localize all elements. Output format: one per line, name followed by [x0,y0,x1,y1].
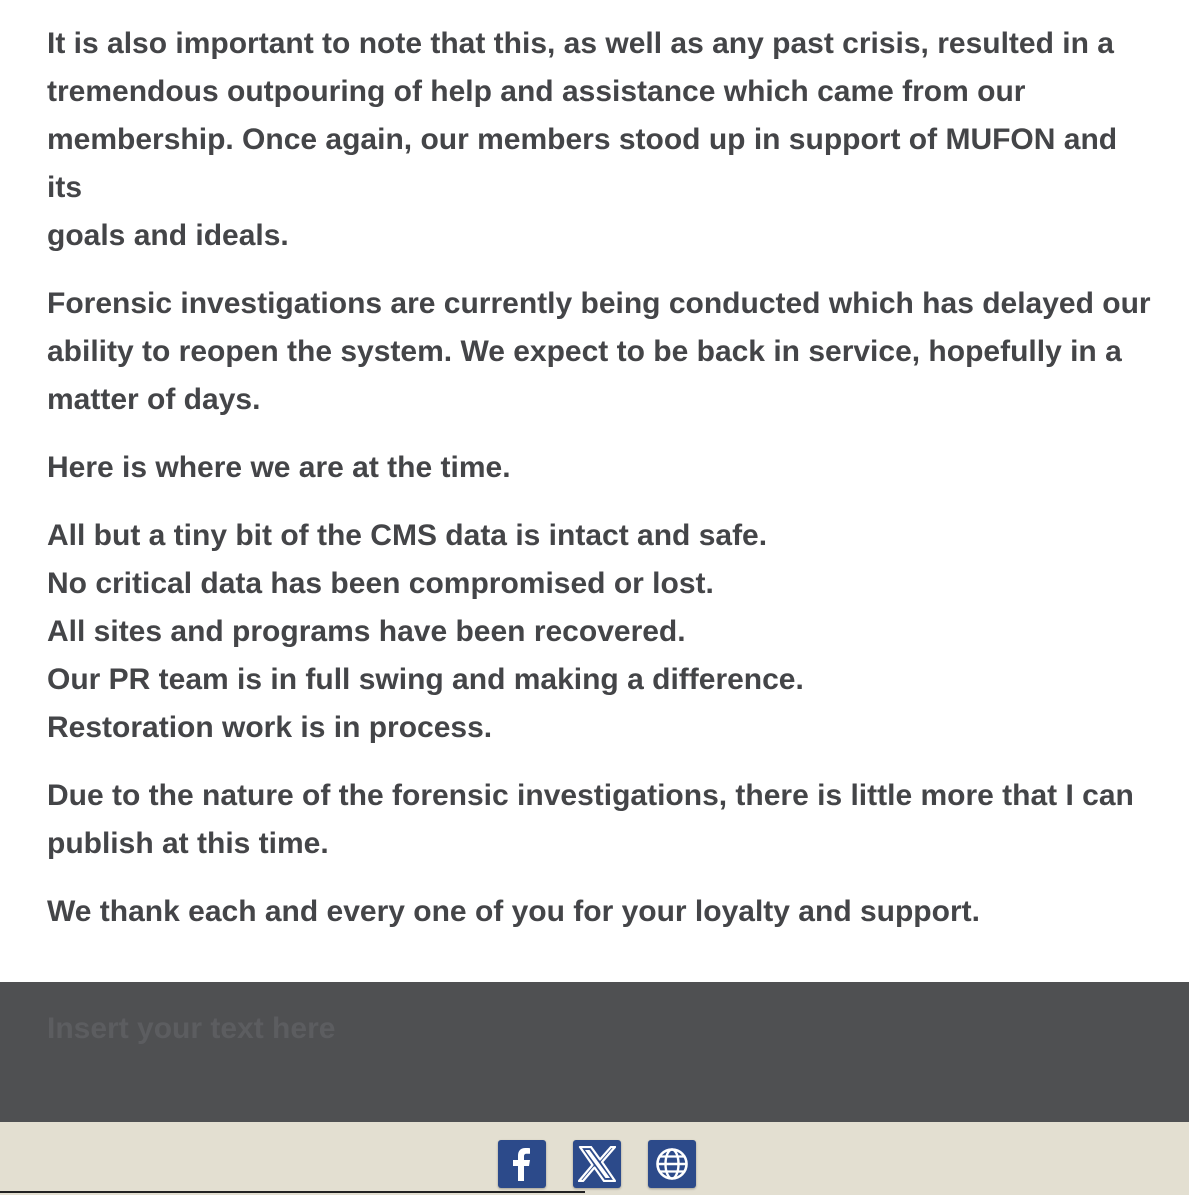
text-line: Here is where we are at the time. [47,451,511,484]
text-line: membership. Once again, our members stood up in support of MUFON and [47,123,1118,156]
text-line: We thank each and every one of you for your loyalty and support. [47,895,980,928]
text-line: It is also important to note that this, as well as any past crisis, resulted in a [47,27,1114,60]
status-item: No critical data has been compromised or lost. [47,567,714,600]
website-link[interactable] [648,1140,696,1188]
paragraph-thanks [47,888,1167,936]
text-line: tremendous outpouring of help and assistance which came from our [47,75,1026,108]
paragraph-publish-limits [47,772,1167,868]
bottom-divider [0,1191,585,1193]
text-line: Forensic investigations are currently being conducted which has delayed our [47,287,1151,320]
article-body [47,20,1167,956]
x-icon [578,1146,616,1182]
x-link[interactable] [573,1140,621,1188]
status-item: All but a tiny bit of the CMS data is intact and safe. [47,519,768,552]
paragraph-crisis-support [47,20,1167,260]
text-line: its [47,171,83,204]
facebook-icon [507,1147,537,1181]
footer-placeholder-text: Insert your text here [47,1012,336,1045]
facebook-link[interactable] [498,1140,546,1188]
social-icons [498,1140,696,1188]
text-line: goals and ideals. [47,219,289,252]
text-line: publish at this time. [47,827,329,860]
social-bar [0,1122,1189,1195]
paragraph-forensic-investigations [47,280,1167,424]
status-list [47,512,1167,752]
text-line: Due to the nature of the forensic investigations, there is little more that I can [47,779,1134,812]
status-item: All sites and programs have been recovered. [47,615,686,648]
text-line: ability to reopen the system. We expect to be back in service, hopefully in a [47,335,1122,368]
text-line: matter of days. [47,383,261,416]
status-item: Restoration work is in process. [47,711,493,744]
globe-icon [655,1147,689,1181]
status-item: Our PR team is in full swing and making a difference. [47,663,804,696]
footer-text-band [0,982,1189,1122]
paragraph-where-we-are [47,444,1167,492]
